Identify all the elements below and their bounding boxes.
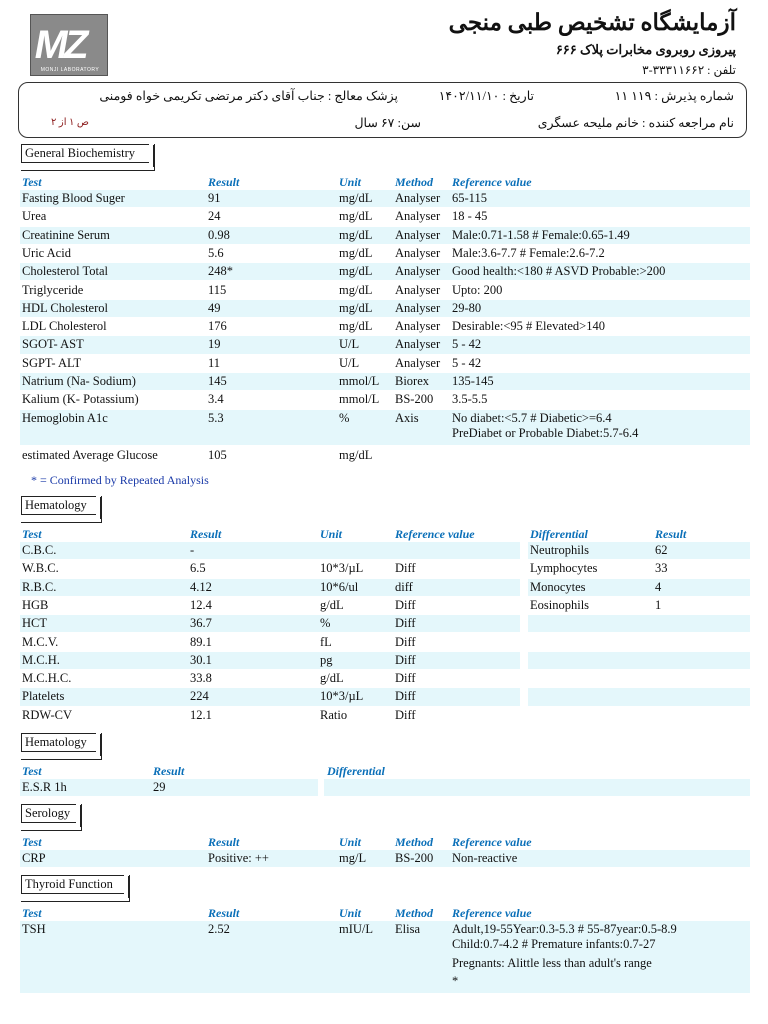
column-header: Test (22, 175, 42, 189)
row-shade (20, 318, 750, 335)
cell-test: HGB (22, 597, 49, 612)
table-row (20, 779, 750, 796)
section-title-shadow (21, 804, 82, 831)
cell-test: E.S.R 1h (22, 780, 67, 794)
cell-test: M.C.H. (22, 652, 60, 667)
cell-unit: g/dL (320, 597, 344, 612)
cell-dres: 4 (655, 579, 662, 594)
cell-unit: pg (320, 652, 333, 667)
patient-age: سن: ۶۷ سال (354, 116, 421, 130)
cell-dres: 33 (655, 561, 668, 576)
cell-unit: mg/dL (339, 300, 373, 315)
cell-ref: Diff (395, 616, 416, 631)
cell-test: Cholesterol Total (22, 264, 109, 279)
cell-unit: mg/dL (339, 319, 373, 334)
cell-result: 3.4 (208, 392, 224, 407)
cell-result: 91 (208, 191, 221, 205)
table-row (20, 355, 750, 372)
cell-result: 4.12 (190, 579, 212, 594)
table-row (20, 579, 750, 596)
column-header: Result (208, 175, 240, 189)
cell-test: R.B.C. (22, 579, 57, 594)
cell-ref: Diff (395, 707, 416, 722)
row-shade (20, 227, 750, 244)
cell-method: Analyser (395, 319, 441, 334)
cell-method: Analyser (395, 191, 441, 205)
table-row (20, 597, 750, 614)
cell-result: 145 (208, 374, 227, 388)
cell-result: 6.5 (190, 561, 206, 576)
cell-test: Hemoglobin A1c (22, 410, 108, 425)
table-row (20, 850, 750, 867)
cell-diff: Eosinophils (530, 597, 590, 612)
cell-method: BS-200 (395, 392, 434, 407)
report-date: تاریخ : ۱۴۰۲/۱۱/۱۰ (438, 89, 534, 103)
cell-unit: mmol/L (339, 392, 380, 407)
lab-address: پیروزی روبروی مخابرات پلاک ۶۶۶ (555, 42, 736, 57)
column-header: Unit (339, 835, 362, 849)
column-header: Reference value (452, 906, 532, 920)
cell-ref: diff (395, 579, 413, 594)
table-row (20, 921, 750, 993)
confirmation-note: * = Confirmed by Repeated Analysis (31, 473, 209, 487)
section-title-shadow (21, 875, 130, 902)
row-shade (20, 410, 750, 446)
section-title-shadow (21, 733, 102, 760)
cell-unit: mg/L (339, 851, 367, 865)
cell-ref: Good health:<180 # ASVD Probable:>200 (452, 264, 666, 279)
cell-unit: mg/dL (339, 209, 373, 224)
cell-dres: 1 (655, 597, 662, 612)
cell-result: 30.1 (190, 652, 212, 667)
cell-diff: Lymphocytes (530, 561, 598, 576)
row-shade (20, 245, 750, 262)
cell-test: Fasting Blood Suger (22, 191, 125, 205)
section-title-text: Hematology (25, 735, 87, 749)
cell-test: Triglyceride (22, 282, 84, 297)
cell-ref2: Child:0.7-4.2 # Premature infants:0.7-27 (452, 937, 656, 952)
row-shade (20, 560, 520, 577)
cell-unit: Ratio (320, 707, 348, 722)
table-row (20, 410, 750, 446)
row-shade (528, 652, 750, 669)
lab-phone: تلفن : ۳۳۳۱۱۶۶۲-۳ (642, 63, 736, 77)
table-row (20, 447, 750, 464)
cell-method: Analyser (395, 245, 441, 260)
column-header: Result (153, 764, 185, 778)
column-header: Differential (327, 764, 385, 778)
cell-method: Biorex (395, 374, 430, 388)
cell-method: Analyser (395, 282, 441, 297)
row-shade (20, 208, 750, 225)
cell-result: 105 (208, 448, 227, 463)
row-shade (20, 707, 520, 724)
cell-result: 33.8 (190, 671, 212, 686)
cell-test: HCT (22, 616, 47, 631)
column-header: Differential (530, 527, 588, 541)
cell-unit: mg/dL (339, 448, 373, 463)
cell-result: - (190, 543, 195, 557)
cell-diff: Monocytes (530, 579, 586, 594)
cell-ref: Diff (395, 634, 416, 649)
cell-ref: 5 - 42 (452, 337, 482, 352)
cell-test: estimated Average Glucose (22, 448, 158, 463)
row-shade (20, 688, 520, 705)
row-shade (20, 579, 520, 596)
patient-name: نام مراجعه کننده : خانم ملیحه عسگری (537, 116, 734, 130)
cell-ref: Diff (395, 671, 416, 686)
cell-test: RDW-CV (22, 707, 72, 722)
cell-unit: mIU/L (339, 922, 374, 936)
table-row (20, 670, 750, 687)
cell-result: 0.98 (208, 227, 230, 242)
cell-test: Creatinine Serum (22, 227, 110, 242)
row-shade (20, 670, 520, 687)
cell-ref: Desirable:<95 # Elevated>140 (452, 319, 605, 334)
cell-test: LDL Cholesterol (22, 319, 107, 334)
column-header: Reference value (452, 835, 532, 849)
lab-logo (30, 14, 108, 76)
cell-test: Uric Acid (22, 245, 71, 260)
row-shade (20, 336, 750, 353)
cell-result: 2.52 (208, 922, 230, 936)
row-shade (324, 779, 750, 796)
cell-method: Analyser (395, 337, 441, 352)
cell-ref2: PreDiabet or Probable Diabet:5.7-6.4 (452, 425, 639, 440)
cell-ref: 135-145 (452, 374, 494, 388)
table-row (20, 245, 750, 262)
cell-test: C.B.C. (22, 543, 57, 557)
cell-unit: U/L (339, 355, 360, 370)
cell-ref: Diff (395, 561, 416, 576)
cell-ref: Non-reactive (452, 851, 518, 865)
cell-result: 176 (208, 319, 227, 334)
cell-diff: Neutrophils (530, 543, 590, 557)
table-row (20, 208, 750, 225)
cell-ref: Diff (395, 689, 416, 704)
table-row (20, 634, 750, 651)
row-shade (20, 355, 750, 372)
cell-ref: 18 - 45 (452, 209, 488, 224)
cell-test: Platelets (22, 689, 65, 704)
cell-result: 29 (153, 780, 166, 794)
table-row (20, 263, 750, 280)
cell-test: M.C.V. (22, 634, 59, 649)
section-title-text: Hematology (25, 498, 87, 512)
cell-method: Analyser (395, 209, 441, 224)
cell-method: Elisa (395, 922, 420, 936)
column-header: Result (655, 527, 687, 541)
table-row (20, 688, 750, 705)
cell-result: 11 (208, 355, 221, 370)
section-title-text: General Biochemistry (25, 146, 136, 160)
cell-method: Axis (395, 410, 419, 425)
cell-result: 12.1 (190, 707, 212, 722)
row-shade (528, 615, 750, 632)
table-row (20, 542, 750, 559)
table-row (20, 282, 750, 299)
cell-method: BS-200 (395, 851, 434, 865)
cell-ref: 29-80 (452, 300, 482, 315)
column-header: Unit (339, 175, 362, 189)
cell-result: 24 (208, 209, 221, 224)
row-shade (20, 615, 520, 632)
cell-unit: 10*3/µL (320, 561, 364, 576)
table-row (20, 707, 750, 724)
table-row (20, 227, 750, 244)
table-row (20, 336, 750, 353)
cell-unit: % (320, 616, 331, 631)
cell-result: 49 (208, 300, 221, 315)
cell-test: Natrium (Na- Sodium) (22, 374, 136, 388)
cell-unit: 10*6/ul (320, 579, 359, 594)
cell-result: 5.3 (208, 410, 224, 425)
cell-test: SGOT- AST (22, 337, 84, 352)
column-header: Method (395, 835, 434, 849)
cell-test: CRP (22, 851, 46, 865)
cell-method: Analyser (395, 264, 441, 279)
row-shade (20, 190, 750, 207)
cell-ref3: Pregnants: Alittle less than adult's range (452, 955, 652, 970)
cell-ref: Male:0.71-1.58 # Female:0.65-1.49 (452, 227, 630, 242)
column-header: Test (22, 764, 42, 778)
column-header: Test (22, 906, 42, 920)
table-row (20, 373, 750, 390)
table-row (20, 190, 750, 207)
table-row (20, 391, 750, 408)
cell-test: SGPT- ALT (22, 355, 82, 370)
cell-result: 115 (208, 282, 227, 297)
cell-unit: fL (320, 634, 332, 649)
cell-ref: Adult,19-55Year:0.3-5.3 # 55-87year:0.5-8.9 (452, 922, 677, 936)
column-header: Result (190, 527, 222, 541)
cell-test: HDL Cholesterol (22, 300, 108, 315)
cell-ref: Diff (395, 597, 416, 612)
row-shade (20, 634, 520, 651)
cell-unit: U/L (339, 337, 360, 352)
cell-result: 5.6 (208, 245, 224, 260)
cell-result: 89.1 (190, 634, 212, 649)
cell-test: Urea (22, 209, 47, 224)
section-title-shadow (21, 496, 102, 523)
cell-ref: 3.5-5.5 (452, 392, 488, 407)
table-row (20, 560, 750, 577)
row-shade (20, 652, 520, 669)
cell-unit: % (339, 410, 350, 425)
column-header: Test (22, 527, 42, 541)
cell-unit: 10*3/µL (320, 689, 364, 704)
column-header: Reference value (452, 175, 532, 189)
row-shade (20, 282, 750, 299)
cell-ref: Diff (395, 652, 416, 667)
referring-doctor: پزشک معالج : جناب آقای دکتر مرتضی تکریمی خواه فومنی (99, 89, 398, 103)
column-header: Method (395, 906, 434, 920)
cell-ref: No diabet:<5.7 # Diabetic>=6.4 (452, 410, 612, 425)
row-shade (528, 670, 750, 687)
cell-ref: 5 - 42 (452, 355, 482, 370)
page-number: ص ۱ از ۲ (51, 117, 89, 128)
table-row (20, 652, 750, 669)
cell-ref4: * (452, 973, 459, 988)
cell-dres: 62 (655, 543, 668, 557)
logo-letters: MZ (31, 23, 89, 67)
admission-number: شماره پذیرش : ۱۱۹ ۱۱ (614, 89, 734, 103)
cell-result: Positive: ++ (208, 851, 269, 865)
column-header: Unit (320, 527, 343, 541)
section-title-text: Serology (25, 806, 71, 820)
row-shade (20, 300, 750, 317)
logo-subtitle: MONJI LABORATORY (40, 67, 100, 73)
column-header: Reference value (395, 527, 475, 541)
row-shade (20, 850, 750, 867)
row-shade (528, 688, 750, 705)
cell-result: 224 (190, 689, 209, 704)
table-row (20, 318, 750, 335)
row-shade (20, 542, 520, 559)
table-row (20, 615, 750, 632)
cell-unit: g/dL (320, 671, 344, 686)
row-shade (20, 597, 520, 614)
column-header: Result (208, 835, 240, 849)
column-header: Test (22, 835, 42, 849)
patient-info-box (18, 82, 747, 138)
cell-unit: mmol/L (339, 374, 380, 388)
cell-ref: Male:3.6-7.7 # Female:2.6-7.2 (452, 245, 605, 260)
cell-unit: mg/dL (339, 282, 373, 297)
lab-name: آزمایشگاه تشخیص طبی منجی (448, 10, 736, 35)
cell-unit: mg/dL (339, 191, 373, 205)
cell-ref: Upto: 200 (452, 282, 503, 297)
cell-unit: mg/dL (339, 227, 373, 242)
cell-method: Analyser (395, 300, 441, 315)
cell-test: W.B.C. (22, 561, 59, 576)
row-shade (528, 634, 750, 651)
section-title-shadow (21, 144, 155, 171)
column-header: Method (395, 175, 434, 189)
cell-unit: mg/dL (339, 245, 373, 260)
column-header: Result (208, 906, 240, 920)
cell-test: TSH (22, 922, 46, 936)
table-row (20, 300, 750, 317)
cell-method: Analyser (395, 355, 441, 370)
column-header: Unit (339, 906, 362, 920)
cell-result: 36.7 (190, 616, 212, 631)
cell-method: Analyser (395, 227, 441, 242)
cell-test: Kalium (K- Potassium) (22, 392, 139, 407)
section-title-text: Thyroid Function (25, 877, 113, 891)
row-shade (528, 707, 750, 724)
cell-result: 248* (208, 264, 233, 279)
cell-result: 12.4 (190, 597, 212, 612)
cell-unit: mg/dL (339, 264, 373, 279)
cell-ref: 65-115 (452, 191, 487, 205)
cell-test: M.C.H.C. (22, 671, 72, 686)
cell-result: 19 (208, 337, 221, 352)
